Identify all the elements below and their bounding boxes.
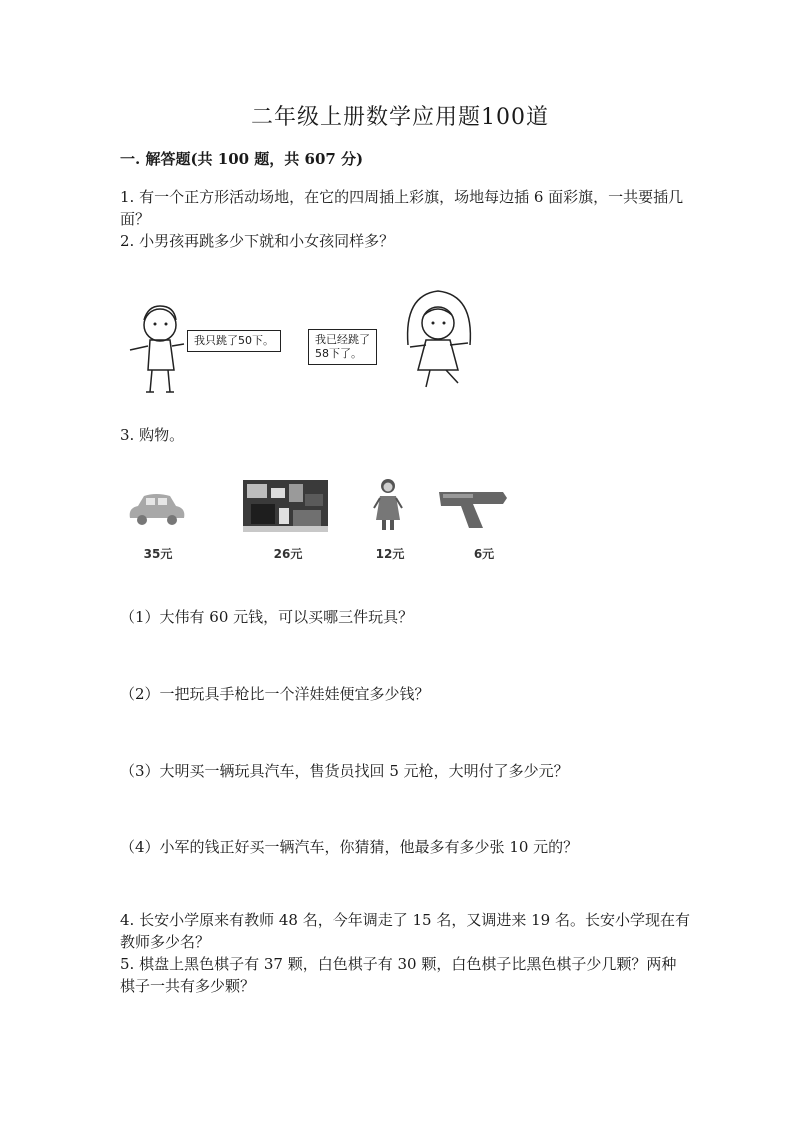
toy-doll-price: 12元 (375, 547, 405, 561)
toy-blocks-image (243, 480, 328, 532)
section-heading: 一. 解答题(共 100 题，共 607 分) (120, 150, 364, 168)
toy-gun-price: 6元 (473, 547, 495, 561)
page-title: 二年级上册数学应用题100道 (251, 105, 549, 130)
toy-doll-image (372, 476, 404, 534)
girl-speech-line-2: 58下了。 (315, 347, 362, 360)
question-3-sub-1: （1）大伟有 60 元钱，可以买哪三件玩具？ (120, 608, 414, 626)
girl-speech-line-1: 我已经跳了 (315, 333, 370, 346)
boy-speech-text: 我只跳了50下。 (194, 334, 274, 347)
toy-car-price: 35元 (143, 547, 173, 561)
question-5: 5. 棋盘上黑色棋子有 37 颗，白色棋子有 30 颗，白色棋子比黑色棋子少几颗？两种棋子一共有多少颗？ (120, 955, 677, 995)
question-2: 2. 小男孩再跳多少下就和小女孩同样多？ (120, 232, 395, 250)
boy-speech-bubble (187, 330, 281, 352)
question-3-sub-2: （2）一把玩具手枪比一个洋娃娃便宜多少钱？ (120, 685, 430, 703)
toy-blocks-price: 26元 (273, 547, 303, 561)
question-3-sub-4: （4）小军的钱正好买一辆汽车，你猜猜，他最多有多少张 10 元的？ (120, 838, 579, 856)
toy-car-image (126, 492, 188, 528)
question-1: 1. 有一个正方形活动场地，在它的四周插上彩旗，场地每边插 6 面彩旗，一共要插几面？ (120, 188, 684, 228)
question-4: 4. 长安小学原来有教师 48 名，今年调走了 15 名，又调进来 19 名。长安小学现在有教师多少名？ (120, 911, 690, 951)
question-3-sub-3: （3）大明买一辆玩具汽车，售货员找回 5 元枪，大明付了多少元？ (120, 762, 569, 780)
question-3: 3. 购物。 (120, 426, 185, 444)
girl-illustration (398, 285, 483, 395)
toy-gun-image (437, 488, 509, 532)
girl-speech-bubble (308, 329, 377, 365)
boy-illustration (120, 300, 195, 400)
